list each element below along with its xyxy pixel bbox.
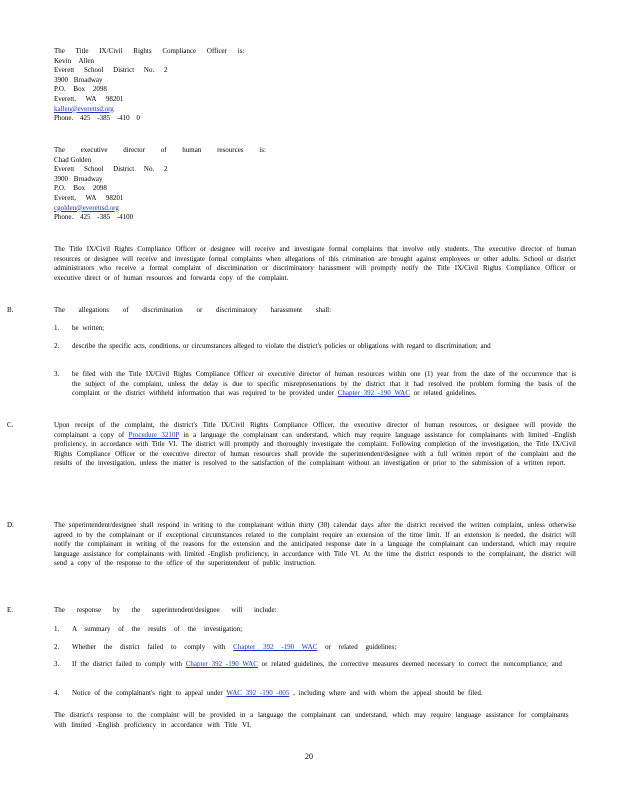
section-e-item-4-text-a: Notice of the complainant's right to appeal under bbox=[72, 689, 223, 697]
section-d-text: The superintendent/designee shall respond in writing to the complainant within thirty (30) calendar days after the district received the written complaint, unless otherwise agreed to by the complainant or if exceptional circumstances related to the complaint require an extension of the time limit. If an extension is needed, the district will notify the complainant in writing of the reasons for the extension and the anticipated response date in a language the complainant can understand, which may require language assistance for complainants with limited -English proficiency, in accordance with Title VI. At the time the district responds to the complainant, the district will send a copy of the response to the office of the superintendent of public instruction. bbox=[54, 521, 576, 568]
section-c-text-b: in a language the complainant can understand, which may require language assistance for complainants with limited -English proficiency, in accordance with Title VI. The district will promptly and thoroughly investigate the complaint. Following completion of the investigation, the Title IX/Civil Rights Compliance Officer or the executive director of human resources shall provide the superintendent/designee with a full written report of the complaint and the results of the investigation, unless the matter is resolved to the satisfaction of the complainant without an investigation or prior to the submission of a written report. bbox=[54, 430, 577, 468]
officer-org: Everett School District No. 2 bbox=[54, 66, 168, 75]
officer-intro: The Title IX/Civil Rights Compliance Officer is: bbox=[54, 47, 245, 55]
officer-email-link[interactable]: kallen@everettsd.org bbox=[54, 104, 114, 113]
hr-email-link[interactable]: cgolden@everettsd.org bbox=[54, 203, 119, 212]
section-e-item-3-text-a: If the district failed to comply with bbox=[72, 660, 182, 668]
section-e-item-4-text-b: , including where and with whom the appeal should be filed. bbox=[293, 689, 483, 697]
hr-phone: Phone. 425 -385 -4100 bbox=[54, 213, 134, 222]
section-e-lead: The response by the superintendent/designee will include: bbox=[54, 606, 277, 614]
section-b-item-2-text: describe the specific acts, conditions, or circumstances alleged to violate the district's policies or obligations with regard to discrimination; and bbox=[72, 342, 491, 350]
chapter-392-190-wac-link-2[interactable]: Chapter 392 -190 WAC bbox=[233, 643, 318, 651]
section-e-item-4-num: 4. bbox=[54, 689, 60, 697]
hr-director-contact bbox=[54, 146, 574, 223]
hr-city: Everett, WA 98201 bbox=[54, 193, 124, 202]
section-b-item-3-text bbox=[72, 370, 576, 399]
section-e-item-3-num: 3. bbox=[54, 660, 60, 668]
officer-name: Kevin Allen bbox=[54, 56, 95, 65]
hr-name: Chad Golden bbox=[54, 155, 92, 164]
section-b-lead: The allegations of discrimination or discriminatory harassment shall: bbox=[54, 306, 332, 314]
section-e-item-1-num: 1. bbox=[54, 625, 60, 633]
officer-phone: Phone. 425 -385 -410 0 bbox=[54, 114, 140, 123]
intro-paragraph: The Title IX/Civil Rights Compliance Officer or designee will receive and investigate formal complaints that involve only students. The executive director of human resources or designee will receive and investigate formal complaints when allegations of this crimination are brought against employees or other adults. School or district administrators who receive a formal complaint of discrimination or discriminatory harassment will promptly notify the Title IX/Civil Rights Compliance Officer or executive direct or of human resources and forwarda copy of the complaint. bbox=[54, 245, 576, 282]
hr-pobox: P.O. Box 2098 bbox=[54, 184, 107, 193]
section-e-item-2-text bbox=[72, 643, 576, 653]
section-b-item-3-text-b: or related guidelines. bbox=[413, 389, 477, 398]
procedure-3210p-link[interactable]: Procedure 3210P bbox=[128, 430, 179, 439]
section-e-item-1-text: A summary of the results of the investigation; bbox=[72, 625, 243, 633]
compliance-officer-contact bbox=[54, 47, 574, 124]
hr-org: Everett School District No. 2 bbox=[54, 165, 168, 174]
section-e-item-2-text-a: Whether the district failed to comply with bbox=[72, 643, 226, 651]
officer-street: 3900 Broadway bbox=[54, 75, 103, 84]
hr-street: 3900 Broadway bbox=[54, 174, 103, 183]
section-b-item-3-num: 3. bbox=[54, 370, 60, 378]
section-b-item-3-text-a: be filed with the Title IX/Civil Rights Compliance Officer or executive director of human resources within one (1) year from the date of the occurrence that is the subject of the complaint, unless the delay is due to specific misrepresentations by the district that it had resolved the problem forming the basis of the complaint or the district withheld information that was required to be provided under bbox=[72, 370, 576, 398]
page-number: 20 bbox=[305, 752, 313, 761]
section-b-item-1-num: 1. bbox=[54, 324, 60, 332]
section-e-letter: E. bbox=[7, 606, 14, 614]
section-e-item-2-num: 2. bbox=[54, 643, 60, 651]
section-c-letter: C. bbox=[7, 421, 14, 429]
section-e-item-2-text-b: or related guidelines; bbox=[325, 643, 397, 651]
section-c-text-a: Upon receipt of the complaint, the district's Title IX/Civil Rights Compliance Officer, the executive director of human resources, or designee will provide the complainant a copy of bbox=[54, 421, 576, 439]
officer-city: Everett, WA 98201 bbox=[54, 94, 124, 103]
section-b-letter: B. bbox=[7, 306, 14, 314]
section-d-letter: D. bbox=[7, 521, 14, 529]
chapter-392-190-wac-link-3[interactable]: Chapter 392 -190 WAC bbox=[185, 660, 258, 668]
wac-392-190-005-link[interactable]: WAC 392 -190 -005 bbox=[226, 689, 290, 697]
officer-pobox: P.O. Box 2098 bbox=[54, 85, 107, 94]
section-e-item-4-text bbox=[72, 689, 576, 699]
hr-intro: The executive director of human resources is: bbox=[54, 146, 266, 154]
section-e-item-3-text bbox=[72, 660, 576, 670]
section-b-item-2-num: 2. bbox=[54, 342, 60, 350]
section-e-closing: The district's response to the complaint will be provided in a language the complainant can understand, which may require language assistance for complainants with limited -English proficiency in accordance with Title VI. bbox=[54, 711, 569, 729]
section-b-item-1-text: be written; bbox=[72, 324, 105, 332]
section-c-text bbox=[54, 421, 576, 469]
chapter-392-190-wac-link[interactable]: Chapter 392 -190 WAC bbox=[337, 389, 410, 398]
section-e-item-3-text-b: or related guidelines, the corrective measures deemed necessary to correct the noncompliance; and bbox=[261, 660, 562, 668]
